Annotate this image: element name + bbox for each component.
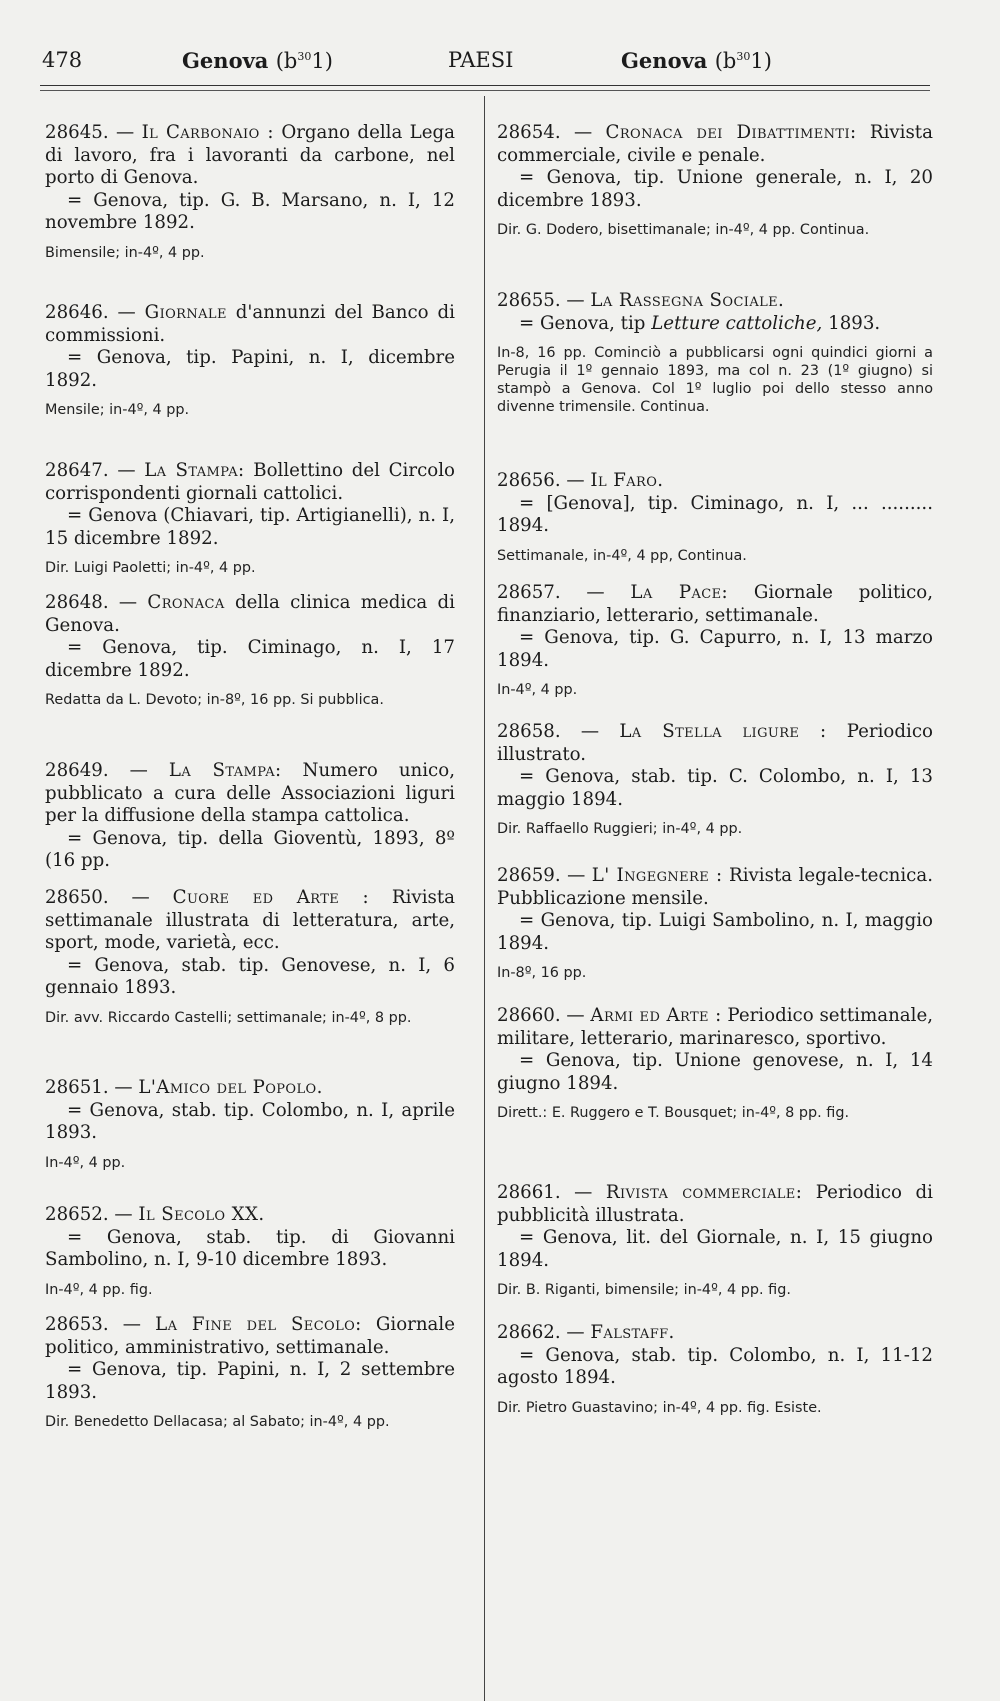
entry-title: Cronaca <box>147 592 225 613</box>
entry-number: 28651. <box>45 1077 109 1098</box>
entry-heading: 28655. — La Rassegna Sociale. <box>497 290 785 311</box>
header-rule-thin <box>40 90 930 91</box>
entry-imprint <box>45 1227 455 1272</box>
entry-note: Bimensile; in-4º, 4 pp. <box>45 244 205 261</box>
entry-title: Falstaff. <box>590 1322 675 1343</box>
header-right-sig-sub: 1) <box>750 49 772 73</box>
entry-title: Rivista commerciale: <box>605 1182 803 1203</box>
imprint-text: = Genova, lit. del Giornale, n. I, 15 giugno 1894. <box>497 1227 933 1271</box>
catalog-entry <box>497 470 933 565</box>
entry-number: 28648. <box>45 592 109 613</box>
entry-note: Dir. B. Riganti, bimensile; in-4º, 4 pp. fig. <box>497 1282 791 1299</box>
entry-imprint <box>45 828 455 873</box>
entry-heading: 28649. — La Stampa: Numero unico, pubblicato a cura delle Associazioni liguri per la diffusione della stampa cattolica. <box>45 760 455 827</box>
imprint-text: = Genova, stab. tip. Genovese, n. I, 6 gennaio 1893. <box>45 954 455 999</box>
header-left-title <box>182 48 333 73</box>
entry-heading: 28646. — Giornale d'annunzi del Banco di commissioni. <box>45 302 455 346</box>
entry-heading: 28651. — L'Amico del Popolo. <box>45 1077 323 1098</box>
imprint-text: = Genova (Chiavari, tip. Artigianelli), n. I, 15 dicembre 1892. <box>45 505 455 549</box>
entry-heading: 28654. — Cronaca dei Dibattimenti: Rivista commerciale, civile e penale. <box>497 122 933 166</box>
entry-note: Mensile; in-4º, 4 pp. <box>45 402 190 419</box>
imprint-text: = Genova, tip <box>519 312 646 334</box>
catalog-entry <box>45 302 455 419</box>
imprint-text: = Genova, tip. Unione genovese, n. I, 14 giugno 1894. <box>497 1050 933 1094</box>
header-right-signature <box>715 49 772 73</box>
header-right-title <box>621 48 772 73</box>
header-left-sig-text: (b <box>275 49 298 73</box>
entry-title: Cronaca dei Dibattimenti: <box>605 122 857 143</box>
entry-title: Cuore ed Arte : <box>172 887 369 908</box>
entry-description: Numero unico, pubblicato a cura delle Associazioni liguri per la diffusione della stampa cattolica. <box>45 760 455 827</box>
entry-imprint <box>45 637 455 682</box>
header-center-section: PAESI <box>448 48 514 72</box>
entry-imprint <box>497 627 933 672</box>
entry-note: Dir. Raffaello Ruggieri; in-4º, 4 pp. <box>497 821 743 838</box>
entry-imprint <box>497 313 933 336</box>
entry-title: Giornale <box>144 302 227 323</box>
entry-note: In-4º, 4 pp. <box>45 1154 126 1171</box>
entry-note: In-8, 16 pp. Cominciò a pubblicarsi ogni quindici giorni a Perugia il 1º gennaio 1893, ma col n. 23 (1º giugno) si stampò a Genova. Col 1º luglio poi dello stesso anno divenne trimensile. Continua. <box>497 345 933 416</box>
entry-imprint <box>497 1345 933 1390</box>
catalog-entry <box>45 1077 455 1172</box>
entry-number: 28647. <box>45 460 109 481</box>
header-rule-thick <box>40 85 930 86</box>
entry-heading: 28648. — Cronaca della clinica medica di Genova. <box>45 592 455 636</box>
entry-description: Periodico di pubblicità illustrata. <box>497 1182 933 1226</box>
entry-heading: 28652. — Il Secolo XX. <box>45 1204 265 1225</box>
entry-heading: 28653. — La Fine del Secolo: Giornale politico, amministrativo, settimanale. <box>45 1314 455 1358</box>
entry-title: La Pace: <box>630 582 729 603</box>
catalog-entry <box>45 592 455 709</box>
imprint-text: = Genova, tip. Luigi Sambolino, n. I, maggio 1894. <box>497 910 933 954</box>
catalog-entry <box>497 122 933 239</box>
entry-description: Periodico illustrato. <box>497 721 933 765</box>
entry-note: Redatta da L. Devoto; in-8º, 16 pp. Si pubblica. <box>45 692 384 709</box>
running-header <box>42 48 930 88</box>
catalog-entry <box>497 865 933 982</box>
entry-number: 28657. <box>497 582 561 603</box>
entry-note: Dir. Benedetto Dellacasa; al Sabato; in-4º, 4 pp. <box>45 1414 390 1431</box>
entry-title: Il Faro. <box>590 470 664 491</box>
catalog-entry <box>45 887 455 1027</box>
header-left-sig-sub: 1) <box>311 49 333 73</box>
entry-note: Settimanale, in-4º, 4 pp, Continua. <box>497 547 747 564</box>
catalog-entry <box>45 1314 455 1431</box>
catalog-entry <box>45 460 455 577</box>
entry-number: 28658. <box>497 721 561 742</box>
entry-heading: 28650. — Cuore ed Arte : Rivista settimanale illustrata di letteratura, arte, sport, mode, varietà, ecc. <box>45 887 455 954</box>
entry-note: In-4º, 4 pp. <box>497 682 578 699</box>
entry-number: 28646. <box>45 302 109 323</box>
entry-number: 28650. <box>45 887 109 908</box>
header-right-sig-sup: 30 <box>736 50 751 63</box>
entry-number: 28660. <box>497 1005 561 1026</box>
entry-description: Rivista settimanale illustrata di letteratura, arte, sport, mode, varietà, ecc. <box>45 887 455 954</box>
imprint-text: = Genova, stab. tip. C. Colombo, n. I, 13 maggio 1894. <box>497 766 933 810</box>
catalog-entry <box>497 721 933 838</box>
entry-title: La Fine del Secolo: <box>155 1314 362 1335</box>
entry-heading: 28645. — Il Carbonaio : Organo della Lega di lavoro, fra i lavoranti da carbone, nel porto di Genova. <box>45 122 455 189</box>
entry-heading: 28660. — Armi ed Arte : Periodico settimanale, militare, letterario, marinaresco, sportivo. <box>497 1005 933 1049</box>
entry-description: Periodico settimanale, militare, letterario, marinaresco, sportivo. <box>497 1005 933 1049</box>
catalog-entry <box>45 122 455 262</box>
imprint-italic: Letture cattoliche, <box>651 312 823 334</box>
imprint-text: = Genova, stab. tip. Colombo, n. I, aprile 1893. <box>45 1099 455 1144</box>
entry-description: d'annunzi del Banco di commissioni. <box>45 302 455 346</box>
entry-number: 28645. <box>45 122 109 143</box>
header-right-place: Genova <box>621 48 708 73</box>
entry-imprint <box>497 1227 933 1272</box>
entry-imprint <box>497 910 933 955</box>
imprint-text: = Genova, tip. Unione generale, n. I, 20 dicembre 1893. <box>497 167 933 211</box>
catalog-entry <box>497 1322 933 1417</box>
entry-title: Il Secolo XX. <box>138 1204 265 1225</box>
entry-imprint <box>45 347 455 392</box>
entry-description: Organo della Lega di lavoro, fra i lavoranti da carbone, nel porto di Genova. <box>45 122 455 189</box>
catalog-entry <box>497 1005 933 1122</box>
entry-heading: 28661. — Rivista commerciale: Periodico di pubblicità illustrata. <box>497 1182 933 1226</box>
entry-title: La Stella ligure : <box>619 721 827 742</box>
entry-heading: 28659. — L' Ingegnere : Rivista legale-tecnica. Pubblicazione mensile. <box>497 865 933 909</box>
column-divider <box>484 96 485 1701</box>
imprint-text: = Genova, tip. Papini, n. I, dicembre 1892. <box>45 347 455 391</box>
imprint-text: = Genova, tip. Ciminago, n. I, 17 dicembre 1892. <box>45 637 455 681</box>
entry-number: 28661. <box>497 1182 561 1203</box>
header-right-sig-text: (b <box>714 49 737 73</box>
entry-number: 28653. <box>45 1314 109 1335</box>
catalog-entry <box>497 582 933 699</box>
entry-imprint <box>45 1359 455 1404</box>
entry-number: 28654. <box>497 122 561 143</box>
entry-description: Rivista legale-tecnica. Pubblicazione mensile. <box>497 865 933 909</box>
entry-heading: 28647. — La Stampa: Bollettino del Circolo corrispondenti giornali cattolici. <box>45 460 455 504</box>
header-left-signature <box>276 49 333 73</box>
catalog-entry <box>497 290 933 416</box>
entry-number: 28656. <box>497 470 561 491</box>
entry-note: In-8º, 16 pp. <box>497 965 587 982</box>
catalog-entry <box>497 1182 933 1299</box>
entry-imprint <box>45 505 455 550</box>
entry-description: Giornale politico, amministrativo, settimanale. <box>45 1314 455 1358</box>
entry-title: La Stampa: <box>144 460 245 481</box>
entry-imprint <box>497 766 933 811</box>
imprint-text: = Genova, tip. G. Capurro, n. I, 13 marzo 1894. <box>497 627 933 671</box>
entry-heading: 28662. — Falstaff. <box>497 1322 675 1343</box>
entry-number: 28659. <box>497 865 561 886</box>
entry-description: Rivista commerciale, civile e penale. <box>497 122 933 166</box>
entry-note: Dir. avv. Riccardo Castelli; settimanale; in-4º, 8 pp. <box>45 1009 412 1026</box>
page-number: 478 <box>42 48 83 72</box>
entry-description: della clinica medica di Genova. <box>45 592 455 636</box>
entry-heading: 28658. — La Stella ligure : Periodico illustrato. <box>497 721 933 765</box>
entry-number: 28655. <box>497 290 561 311</box>
imprint-text: = Genova, tip. Papini, n. I, 2 settembre 1893. <box>45 1359 455 1403</box>
entry-number: 28662. <box>497 1322 561 1343</box>
imprint-text: = Genova, stab. tip. Colombo, n. I, 11-12 agosto 1894. <box>497 1344 933 1389</box>
catalog-entry <box>45 760 455 873</box>
entry-imprint <box>45 955 455 1000</box>
entry-imprint <box>497 493 933 538</box>
entry-title: Armi ed Arte : <box>590 1005 722 1026</box>
entry-title: L'Amico del Popolo. <box>138 1077 323 1098</box>
entry-number: 28652. <box>45 1204 109 1225</box>
entry-description: Giornale politico, finanziario, letterario, settimanale. <box>497 582 933 626</box>
catalog-entry <box>45 1204 455 1299</box>
entry-title: La Rassegna Sociale. <box>590 290 785 311</box>
header-left-sig-sup: 30 <box>297 50 312 63</box>
entry-imprint <box>45 1100 455 1145</box>
entry-imprint <box>497 1050 933 1095</box>
entry-number: 28649. <box>45 760 109 781</box>
imprint-text: = Genova, tip. della Gioventù, 1893, 8º (16 pp. <box>45 827 455 872</box>
entry-heading: 28657. — La Pace: Giornale politico, finanziario, letterario, settimanale. <box>497 582 933 626</box>
entry-heading: 28656. — Il Faro. <box>497 470 664 491</box>
entry-description: Bollettino del Circolo corrispondenti giornali cattolici. <box>45 460 455 504</box>
imprint-text: = Genova, stab. tip. di Giovanni Sambolino, n. I, 9-10 dicembre 1893. <box>45 1226 455 1271</box>
entry-title: Il Carbonaio : <box>141 122 274 143</box>
entry-note: In-4º, 4 pp. fig. <box>45 1281 153 1298</box>
header-left-place: Genova <box>182 48 269 73</box>
imprint-tail: 1893. <box>828 312 881 334</box>
entry-imprint <box>45 190 455 235</box>
entry-title: L' Ingegnere : <box>591 865 723 886</box>
imprint-text: = Genova, tip. G. B. Marsano, n. I, 12 novembre 1892. <box>45 189 455 234</box>
entry-title: La Stampa: <box>168 760 282 781</box>
entry-note: Dir. G. Dodero, bisettimanale; in-4º, 4 pp. Continua. <box>497 222 870 239</box>
entry-note: Dir. Pietro Guastavino; in-4º, 4 pp. fig. Esiste. <box>497 1399 822 1416</box>
entry-note: Dir. Luigi Paoletti; in-4º, 4 pp. <box>45 560 256 577</box>
entry-imprint <box>497 167 933 212</box>
imprint-text: = [Genova], tip. Ciminago, n. I, ... ......... 1894. <box>497 492 933 537</box>
entry-note: Dirett.: E. Ruggero e T. Bousquet; in-4º, 8 pp. fig. <box>497 1105 850 1122</box>
